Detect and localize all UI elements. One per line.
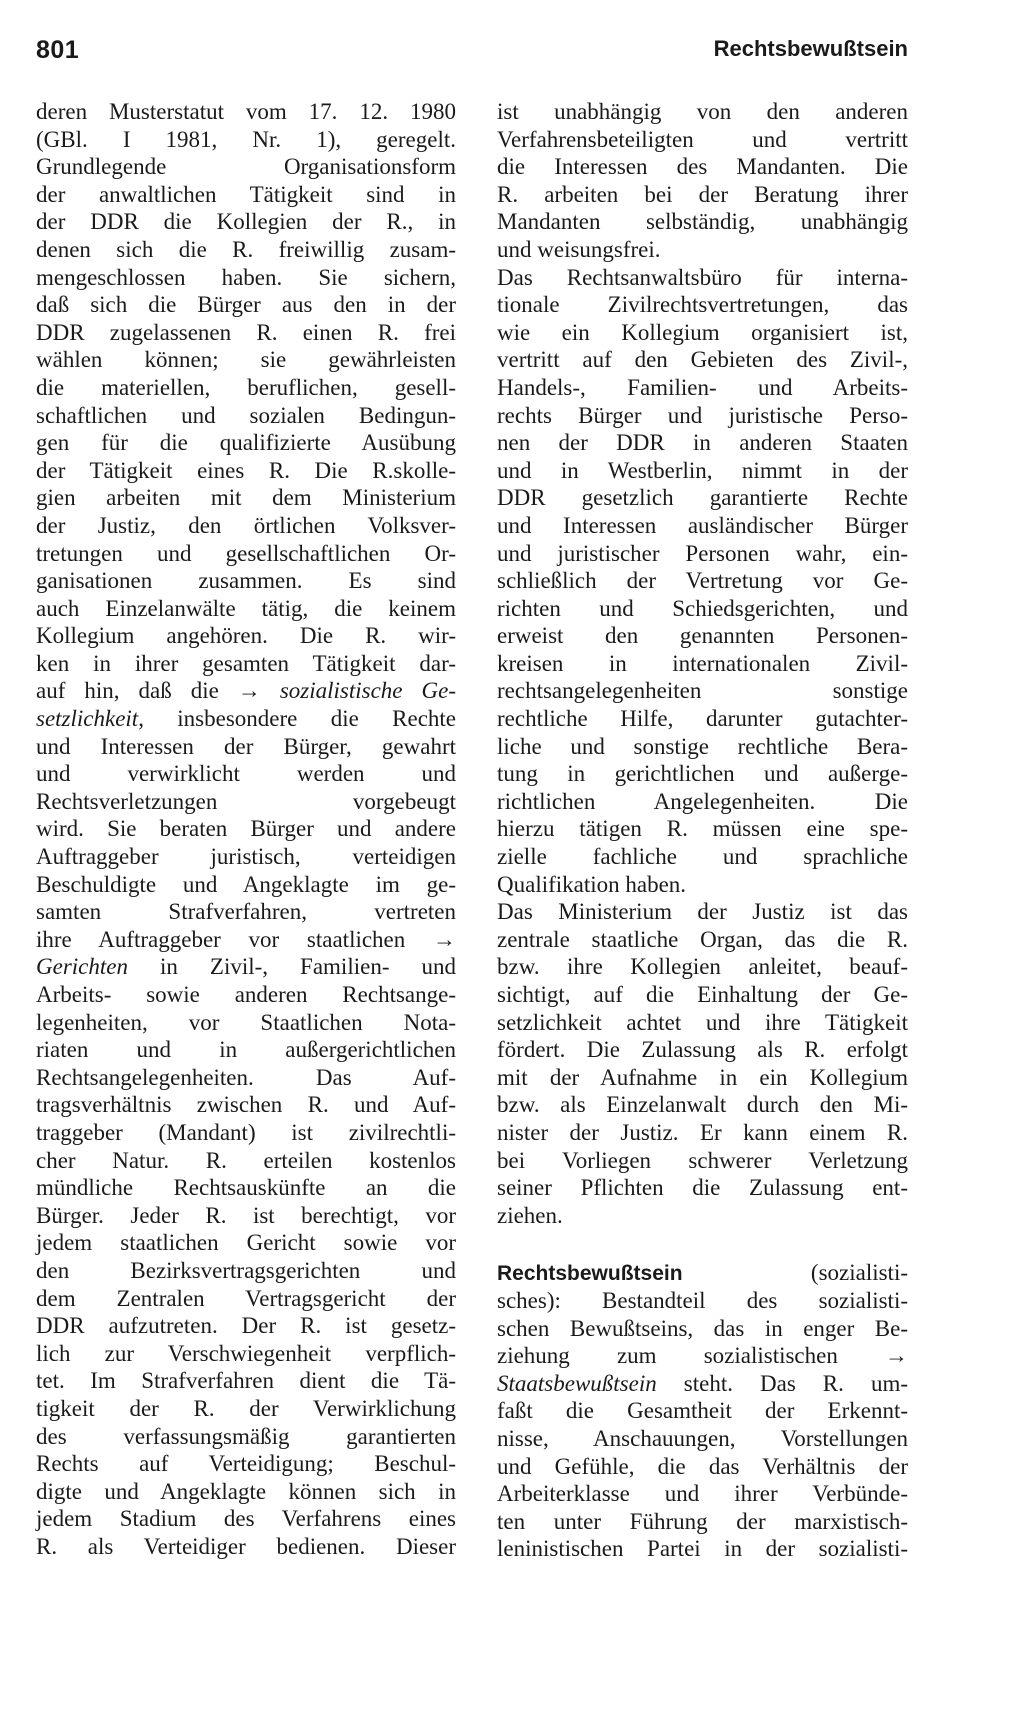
text-line: rechtliche Hilfe, darunter gutachter- <box>497 706 908 732</box>
text-line: R. arbeiten bei der Beratung ihrer <box>497 181 908 207</box>
text-segment: , insbesondere die Rechte <box>138 706 456 732</box>
text-line: richten und Schiedsgerichten, und <box>497 595 908 621</box>
text-line: dem Zentralen Vertragsgericht der <box>36 1285 456 1311</box>
text-line: legenheiten, vor Staatlichen Nota- <box>36 1009 456 1035</box>
entry-continuation <box>497 98 908 1229</box>
text-line: Rechts auf Verteidigung; Beschul- <box>36 1451 456 1477</box>
text-line: vertritt auf den Gebieten des Zivil-, <box>497 347 908 373</box>
text-line: sichtigt, auf die Einhaltung der Ge- <box>497 982 908 1007</box>
text-line: Arbeiterklasse und ihrer Verbünde- <box>497 1481 908 1507</box>
text-line: deren Musterstatut vom 17. 12. 1980 <box>36 99 456 124</box>
text-line: des verfassungsmäßig garantierten <box>36 1423 456 1449</box>
text-line: traggeber (Mandant) ist zivilrechtli- <box>36 1119 456 1145</box>
entry-ref-line-rest: steht. Das R. um- <box>656 1370 908 1396</box>
text-line: und in Westberlin, nimmt in der <box>497 457 908 483</box>
text-line: nen der DDR in anderen Staaten <box>497 430 908 456</box>
text-line: ganisationen zusammen. Es sind <box>36 568 456 594</box>
text-line: und Interessen der Bürger, gewahrt <box>36 733 456 759</box>
text-line: Beschuldigte und Angeklagte im ge- <box>36 871 456 897</box>
text-line <box>36 705 456 733</box>
text-line: (GBl. I 1981, Nr. 1), geregelt. <box>36 126 456 152</box>
text-line: Bürger. Jeder R. ist berechtigt, vor <box>36 1202 456 1228</box>
text-line: der Tätigkeit eines R. Die R.skolle- <box>36 457 456 483</box>
text-line: tet. Im Strafverfahren dient die Tä- <box>36 1368 456 1394</box>
text-line: DDR gesetzlich garantierte Rechte <box>497 485 908 511</box>
text-line: bei Vorliegen schwerer Verletzung <box>497 1147 908 1173</box>
text-line: Das Ministerium der Justiz ist das <box>497 899 908 925</box>
text-line: wie ein Kollegium organisiert ist, <box>497 319 908 345</box>
text-line: jedem Stadium des Verfahrens eines <box>36 1506 456 1532</box>
text-line: ist unabhängig von den anderen <box>497 99 908 124</box>
text-line: die materiellen, beruflichen, gesell- <box>36 374 456 400</box>
text-line: schaftlichen und sozialen Bedingun- <box>36 402 456 428</box>
cross-reference[interactable]: Staatsbewußtsein <box>497 1370 657 1396</box>
entry-first-line <box>497 1259 908 1287</box>
text-line: und weisungsfrei. <box>497 236 661 262</box>
text-line: digte und Angeklagte können sich in <box>36 1478 456 1504</box>
text-line: daß sich die Bürger aus den in der <box>36 292 456 318</box>
text-line: Grundlegende Organisationsform <box>36 154 456 180</box>
text-line: Verfahrensbeteiligten und vertritt <box>497 126 908 152</box>
left-column <box>36 98 456 1560</box>
text-line: ziehung zum sozialistischen → <box>497 1343 908 1369</box>
text-line: liche und sonstige rechtliche Bera- <box>497 733 908 759</box>
text-segment: auf hin, daß die → <box>36 678 280 704</box>
text-line: tionale Zivilrechtsvertretungen, das <box>497 292 908 318</box>
text-line: sches): Bestandteil des sozialisti- <box>497 1287 908 1313</box>
text-line: R. als Verteidiger bedienen. Dieser <box>36 1533 456 1559</box>
cross-reference[interactable]: sozialistische Ge- <box>279 678 456 704</box>
text-line: rechtsangelegenheiten sonstige <box>497 678 908 704</box>
text-line: zielle fachliche und sprachliche <box>497 844 908 870</box>
cross-reference[interactable]: setzlichkeit <box>36 706 139 732</box>
text-line: hierzu tätigen R. müssen eine spe- <box>497 816 908 842</box>
text-line: Kollegium angehören. Die R. wir- <box>36 623 456 649</box>
text-line: gen für die qualifizierte Ausübung <box>36 430 456 456</box>
text-line: wählen können; sie gewährleisten <box>36 347 456 373</box>
text-line: zentrale staatliche Organ, das die R. <box>497 926 908 952</box>
text-line: schen Bewußtseins, das in enger Be- <box>497 1315 908 1341</box>
text-line: Das Rechtsanwaltsbüro für interna- <box>497 264 908 290</box>
text-line: bzw. ihre Kollegien anleitet, beauf- <box>497 954 908 980</box>
text-line <box>36 953 456 981</box>
text-line: ken in ihrer gesamten Tätigkeit dar- <box>36 650 456 676</box>
text-line: mit der Aufnahme in ein Kollegium <box>497 1064 908 1090</box>
text-line: denen sich die R. freiwillig zusam- <box>36 236 456 262</box>
text-line: leninistischen Partei in der sozialisti- <box>497 1536 908 1562</box>
entry-rechtsbewusstsein <box>497 1259 908 1563</box>
entry-lines-after-ref <box>497 1397 908 1563</box>
text-line: jedem staatlichen Gericht sowie vor <box>36 1230 456 1256</box>
text-segment: in Zivil-, Familien- und <box>127 954 456 980</box>
text-line: nisse, Anschauungen, Vorstellungen <box>497 1425 908 1451</box>
text-line: gien arbeiten mit dem Ministerium <box>36 485 456 511</box>
text-line: Auftraggeber juristisch, verteidigen <box>36 844 456 870</box>
text-line: lich zur Verschwiegenheit verpflich- <box>36 1340 456 1366</box>
running-head: Rechtsbewußtsein <box>713 36 908 61</box>
text-line: Qualifikation haben. <box>497 871 687 897</box>
text-line: riaten und in außergerichtlichen <box>36 1037 456 1063</box>
text-line <box>36 677 456 705</box>
page-header <box>36 36 908 76</box>
text-line: DDR aufzutreten. Der R. ist gesetz- <box>36 1313 456 1339</box>
text-line: schließlich der Vertretung vor Ge- <box>497 568 908 594</box>
text-line: ten unter Führung der marxistisch- <box>497 1508 908 1534</box>
text-line: der anwaltlichen Tätigkeit sind in <box>36 181 456 207</box>
text-line: Arbeits- sowie anderen Rechtsange- <box>36 982 456 1007</box>
text-line: seiner Pflichten die Zulassung ent- <box>497 1175 908 1201</box>
text-line: ziehen. <box>497 1202 563 1228</box>
text-line: setzlichkeit achtet und ihre Tätigkeit <box>497 1009 908 1035</box>
text-line: rechts Bürger und juristische Perso- <box>497 402 908 428</box>
text-line: tretungen und gesellschaftlichen Or- <box>36 540 456 566</box>
entry-ref-line <box>497 1370 908 1398</box>
text-line: kreisen in internationalen Zivil- <box>497 650 908 676</box>
right-column <box>497 98 908 1563</box>
text-line: fördert. Die Zulassung als R. erfolgt <box>497 1037 908 1063</box>
text-line: erweist den genannten Personen- <box>497 623 908 649</box>
text-line: ihre Auftraggeber vor staatlichen → <box>36 926 456 952</box>
text-line: Handels-, Familien- und Arbeits- <box>497 374 908 400</box>
text-line: und verwirklicht werden und <box>36 761 456 787</box>
entry-lemma: Rechtsbewußtsein <box>497 1262 683 1286</box>
text-line: mengeschlossen haben. Sie sichern, <box>36 264 456 290</box>
text-line: den Bezirksvertragsgerichten und <box>36 1257 456 1283</box>
text-line: Rechtsangelegenheiten. Das Auf- <box>36 1064 456 1090</box>
text-line: und Gefühle, die das Verhältnis der <box>497 1453 908 1479</box>
entry-gap <box>497 1229 908 1259</box>
text-line: die Interessen des Mandanten. Die <box>497 154 908 180</box>
text-line: auch Einzelanwälte tätig, die keinem <box>36 595 456 621</box>
text-line: bzw. als Einzelanwalt durch den Mi- <box>497 1092 908 1118</box>
text-line: cher Natur. R. erteilen kostenlos <box>36 1147 456 1173</box>
page-number: 801 <box>36 36 80 64</box>
text-line: tung in gerichtlichen und außerge- <box>497 761 908 787</box>
text-line: samten Strafverfahren, vertreten <box>36 899 456 925</box>
text-line: tigkeit der R. der Verwirklichung <box>36 1395 456 1421</box>
entry-lines-before-ref <box>497 1287 908 1370</box>
text-line: Mandanten selbständig, unabhängig <box>497 209 908 235</box>
cross-reference[interactable]: Gerichten <box>36 954 128 980</box>
text-line: richtlichen Angelegenheiten. Die <box>497 788 908 814</box>
text-line: und juristischer Personen wahr, ein- <box>497 540 908 566</box>
text-line: nister der Justiz. Er kann einem R. <box>497 1119 908 1145</box>
text-line: faßt die Gesamtheit der Erkennt- <box>497 1398 908 1424</box>
text-line: DDR zugelassenen R. einen R. frei <box>36 319 456 345</box>
text-line: der Justiz, den örtlichen Volksver- <box>36 512 456 538</box>
text-line: der DDR die Kollegien der R., in <box>36 209 456 235</box>
text-line: tragsverhältnis zwischen R. und Auf- <box>36 1092 456 1118</box>
entry-first-line-rest: (sozialisti- <box>810 1260 908 1286</box>
text-line: mündliche Rechtsauskünfte an die <box>36 1175 456 1201</box>
text-line: wird. Sie beraten Bürger und andere <box>36 816 456 842</box>
text-line: Rechtsverletzungen vorgebeugt <box>36 788 456 814</box>
text-line: und Interessen ausländischer Bürger <box>497 512 908 538</box>
